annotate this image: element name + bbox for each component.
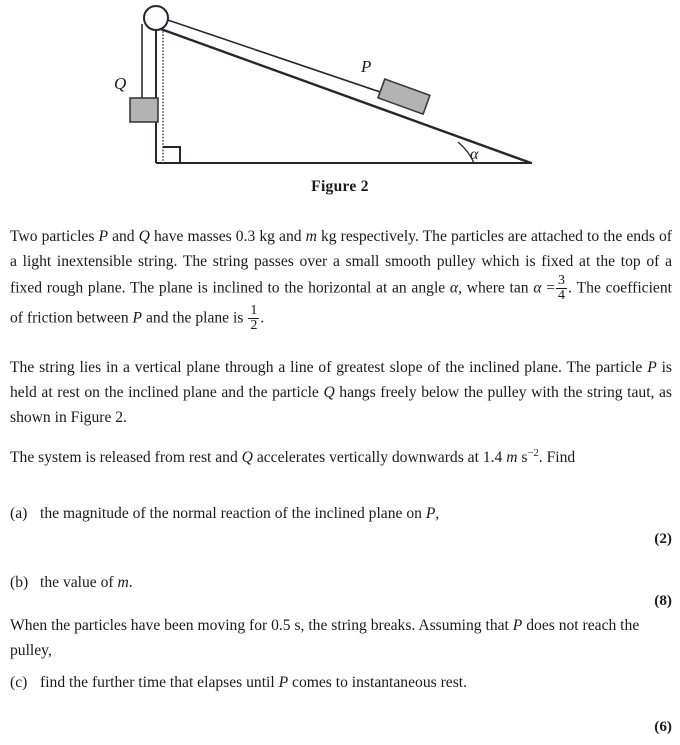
part-c-tag: (c) [10,674,28,691]
tan-fraction-numerator: 3 [558,273,566,288]
question-part-b [10,570,672,595]
question-paragraph-3 [10,441,672,470]
part-a-tag: (a) [10,505,28,522]
paragraph-1-text-middle: . The coefficient of friction between P and the plane is [10,279,672,327]
incline-surface-line [158,28,531,163]
part-c-marks: (6) [654,718,672,735]
part-b-marks: (8) [654,592,672,609]
part-a-marks: (2) [654,530,672,547]
string-upper-segment [156,16,392,96]
figure-label-p: P [361,57,372,76]
friction-fraction [248,304,259,334]
part-a-text: the magnitude of the normal reaction of the inclined plane on P, [40,505,440,522]
figure-caption: Figure 2 [311,178,369,195]
acceleration-value: 1.4 [482,449,503,467]
question-part-a [10,501,672,526]
paragraph-1-text-before: Two particles P and Q have masses 0.3 kg and m kg respectively. The particles are attached to the ends of a light inextensible string. The string passes over a small smooth pulley which is fixed at the top of a fixed rough plane. The plane is inclined to the horizontal at an angle α, where tan α = [10,228,672,297]
paragraph-3-text-after: . Find [538,449,576,467]
acceleration-unit: m s [506,449,528,467]
right-angle-marker [163,147,180,163]
tan-fraction-denominator: 4 [558,288,566,304]
acceleration-value-group [483,449,539,466]
part-b-tag: (b) [10,574,29,591]
question-paragraph-4: When the particles have been moving for 0.5 s, the string breaks. Assuming that P does not reach the pulley, [10,617,640,659]
question-part-c [10,670,672,695]
friction-fraction-denominator: 2 [250,317,258,333]
part-b-text: the value of m. [40,574,133,591]
acceleration-unit-exponent: −2 [527,448,539,459]
friction-fraction-numerator: 1 [250,302,258,318]
question-paragraph-2: The string lies in a vertical plane through a line of greatest slope of the inclined plane. The particle P is held at rest on the inclined plane and the particle Q hangs freely below the pulley with the string taut, as shown in Figure 2. [10,359,672,426]
figure-label-q: Q [114,74,127,93]
pulley-circle [144,6,168,30]
question-paragraph-1 [10,224,672,333]
paragraph-1-text-end: . [260,309,265,327]
part-c-text: find the further time that elapses until P comes to instantaneous rest. [40,674,467,691]
figure-diagram [0,0,680,172]
figure-label-alpha: α [470,146,479,163]
tan-alpha-fraction [556,274,567,304]
paragraph-3-text-before: The system is released from rest and Q accelerates vertically downwards at [10,449,479,467]
inclined-plane-svg [0,0,680,172]
block-p [378,79,430,114]
block-q [130,98,158,122]
